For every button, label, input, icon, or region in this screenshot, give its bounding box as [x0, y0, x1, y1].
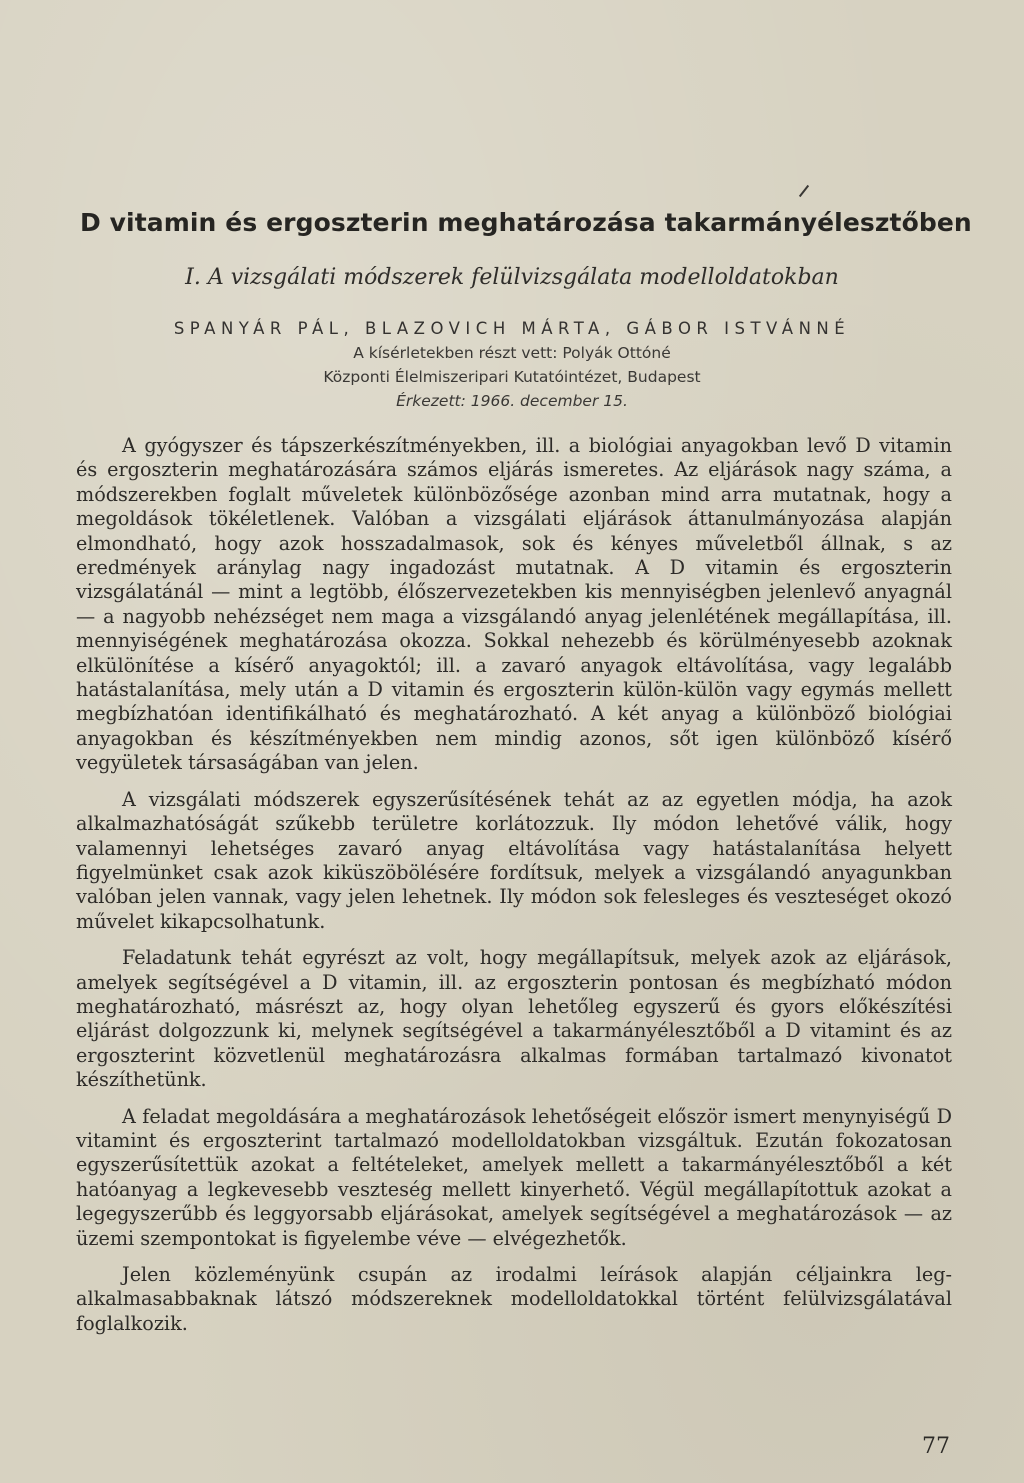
paragraph-3: Feladatunk tehát egyrészt az volt, hogy megállapítsuk, melyek azok az eljárások, amelyek segítségével a D vitamin, ill. az ergoszterin pontosan és megbízható módon meghatározható, másrészt az, hogy olyan lehetőleg egyszerű és gyors előkészítési eljárást dolgozzunk ki, melynek segítségével a takarmányélesztőből a D vitamint és az ergoszterint közvetlenül meghatározásra alkalmas formában tartalmazó kivonatot készíthetünk. [76, 946, 952, 1092]
page-number: 77 [922, 1434, 950, 1459]
paragraph-5: Jelen közleményünk csupán az irodalmi leírások alapján céljainkra legalkalmasabbaknak látszó módszereknek modelloldatokkal történt felülvizsgálatával foglalkozik. [76, 1263, 952, 1335]
paragraph-1: A gyógyszer és tápszerkészítményekben, ill. a biológiai anyagokban levő D vitamin és ergoszterin meghatározására számos eljárás ismeretes. Az eljárások nagy száma, a módszerekben foglalt műveletek különbözősége azonban mind arra mutatnak, hogy a megoldások tökéletlenek. Valóban a vizsgálati eljárások áttanulmányozása alapján elmondható, hogy azok hosszadalmasok, sok és kényes műveletből állnak, s az eredmények aránylag nagy ingadozást mutatnak. A D vitamin és ergoszterin vizsgálatánál — mint a legtöbb, élőszervezetekben kis mennyiségben jelenlevő anyagnál — a nagyobb nehézséget nem maga a vizsgálandó anyag jelenlétének megállapítása, ill. mennyiségének meghatározása okozza. Sokkal nehezebb és körülményesebb azoknak elkülönítése a kísérő anyagoktól; ill. a zavaró anyagok eltávolítása, vagy legalább hatástalanítása, mely után a D vitamin és ergoszterin külön-külön vagy egymás mellett megbízhatóan identifikálható és meghatározható. A két anyag a különböző biológiai anyagokban és készítményekben nem mindig azonos, sőt igen különböző kísérő vegyületek társaságában van jelen. [76, 434, 952, 775]
article-title: D vitamin és ergoszterin meghatározása takarmányélesztőben [80, 208, 972, 237]
scan-mark [799, 185, 809, 197]
article-body [76, 434, 952, 1348]
paragraph-4: A feladat megoldására a meghatározások lehetőségeit először ismert menynyiségű D vitamint és ergoszterint tartalmazó modelloldatokban vizsgáltuk. Ezután fokozatosan egyszerűsítettük azokat a feltételeket, amelyek mellett a takarmányélesztőből a két hatóanyag a legkevesebb veszteség mellett kinyerhető. Végül megállapítottuk azokat a legegyszerűbb és leggyorsabb eljárásokat, amelyek segítségével a meghatározások — az üzemi szempontokat is figyelembe véve — elvégezhetők. [76, 1104, 952, 1250]
article-subtitle: I. A vizsgálati módszerek felülvizsgálata modelloldatokban [185, 265, 839, 290]
paragraph-2: A vizsgálati módszerek egyszerűsítésének tehát az az egyetlen módja, ha azok alkalmazhatóságát szűkebb területre korlátozzuk. Ily módon lehetővé válik, hogy valamennyi lehetséges zavaró anyag eltávolítása vagy hatástalanítása helyett figyelmünket csak azok kiküszöbölésére fordítsuk, melyek a vizsgálandó anyagunkban valóban jelen vannak, vagy jelen lehetnek. Ily módon sok felesleges és veszteséget okozó művelet kikapcsolhatunk. [76, 787, 952, 933]
article-authors: SPANYÁR PÁL, BLAZOVICH MÁRTA, GÁBOR ISTVÁNNÉ [173, 319, 851, 338]
collaborator-note: A kísérletekben részt vett: Polyák Ottóné [353, 344, 671, 362]
institution: Központi Élelmiszeripari Kutatóintézet, Budapest [323, 368, 701, 386]
received-date: Érkezett: 1966. december 15. [396, 392, 628, 410]
